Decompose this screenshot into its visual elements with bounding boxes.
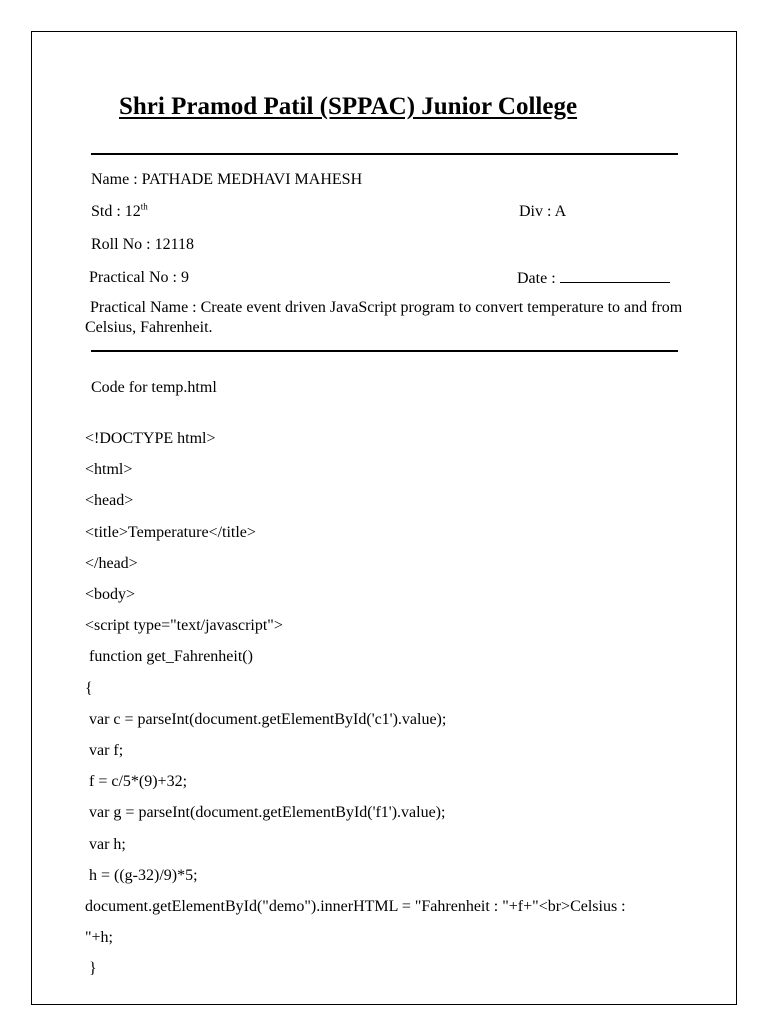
college-title: Shri Pramod Patil (SPPAC) Junior College [119,93,578,120]
code-line: var c = parseInt(document.getElementById('c1').value); [85,710,447,728]
code-line: { [85,679,93,697]
roll-number: Roll No : 12118 [91,236,194,253]
code-line: <head> [85,492,134,510]
code-line: document.getElementById("demo").innerHTML = "Fahrenheit : "+f+"<br>Celsius : [85,898,626,915]
student-std [91,202,148,222]
code-line: var h; [85,835,126,853]
date-label: Date : [517,270,560,287]
top-divider [91,153,678,155]
date-blank-line [560,268,670,283]
practical-number: Practical No : 9 [89,269,189,286]
practical-name: Practical Name : Create event driven JavaScript program to convert temperature to and from Celsius, Fahrenheit. [85,299,683,336]
code-line: function get_Fahrenheit() [85,648,253,666]
student-div: Div : A [519,203,567,220]
code-line: h = ((g-32)/9)*5; [85,866,198,884]
code-line: <script type="text/javascript"> [85,617,283,635]
code-line: <title>Temperature</title> [85,523,256,541]
code-line: "+h; [85,929,113,947]
code-line: } [85,960,97,978]
student-name: Name : PATHADE MEDHAVI MAHESH [91,171,363,188]
code-heading: Code for temp.html [91,379,217,396]
std-label: Std : 12 [91,203,141,220]
code-line: var g = parseInt(document.getElementById('f1').value); [85,804,446,822]
bottom-divider [91,350,678,352]
code-line: <!DOCTYPE html> [85,430,216,447]
code-line: f = c/5*(9)+32; [85,773,188,791]
std-suffix: th [140,201,148,212]
date-field [517,268,670,289]
code-line: <html> [85,461,133,479]
code-line: </head> [85,554,138,572]
code-line: var f; [85,742,124,759]
code-line: <body> [85,586,136,603]
